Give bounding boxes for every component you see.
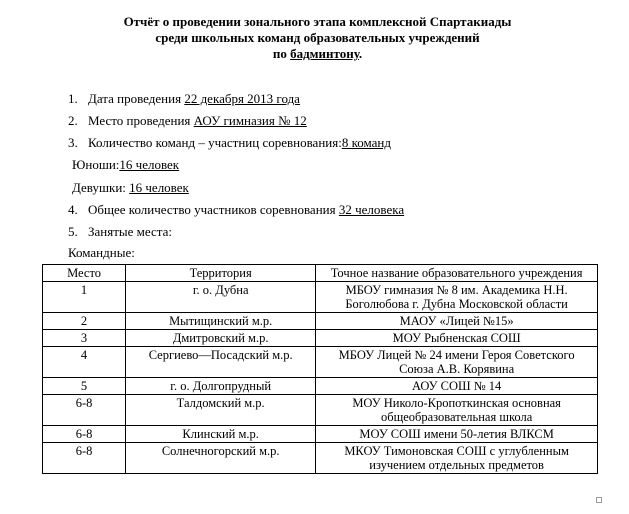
school-line-1: МАОУ «Лицей №15»: [399, 314, 514, 328]
item-number: 5.: [68, 224, 78, 239]
table-row: [43, 313, 598, 330]
cell-place: 6-8: [43, 426, 126, 443]
cell-school: [316, 282, 598, 313]
table-row: [43, 282, 598, 313]
cell-school: [316, 426, 598, 443]
cell-place: 4: [43, 347, 126, 378]
girls-value: 16 человек: [129, 180, 189, 195]
table-row: [43, 378, 598, 395]
item-label: Количество команд – участниц соревнования:: [88, 135, 342, 150]
school-line-1: МКОУ Тимоновская СОШ с углубленным: [344, 444, 569, 458]
item-places: [68, 224, 172, 239]
header-place: Место: [43, 265, 126, 282]
cell-territory: г. о. Долгопрудный: [126, 378, 316, 395]
cell-school: [316, 395, 598, 426]
school-line-1: МОУ Рыбненская СОШ: [392, 331, 521, 345]
results-table: [42, 264, 598, 474]
item-number: 4.: [68, 202, 78, 217]
school-line-2: Союза А.В. Корявина: [399, 362, 515, 376]
girls-count: [72, 180, 189, 195]
cell-school: [316, 378, 598, 395]
cell-territory: Дмитровский м.р.: [126, 330, 316, 347]
header-territory: Территория: [126, 265, 316, 282]
item-number: 1.: [68, 91, 78, 106]
item-label: Дата проведения: [88, 91, 185, 106]
team-label: Командные:: [68, 245, 135, 260]
school-line-1: МОУ СОШ имени 50-летия ВЛКСМ: [359, 427, 554, 441]
item-total-participants: [68, 202, 404, 217]
header-school: Точное название образовательного учреждения: [316, 265, 598, 282]
cell-territory: Мытищинский м.р.: [126, 313, 316, 330]
cell-place: 2: [43, 313, 126, 330]
item-label: Место проведения: [88, 113, 194, 128]
cell-territory: г. о. Дубна: [126, 282, 316, 313]
table-row: [43, 347, 598, 378]
report-title-line-2: среди школьных команд образовательных учреждений: [155, 30, 480, 45]
item-label: Занятые места:: [88, 224, 172, 239]
cell-place: 5: [43, 378, 126, 395]
cell-school: [316, 313, 598, 330]
cell-school: [316, 443, 598, 474]
table-row: [43, 443, 598, 474]
table-row: [43, 330, 598, 347]
school-line-2: изучением отдельных предметов: [369, 458, 544, 472]
school-line-2: Боголюбова г. Дубна Московской области: [345, 297, 568, 311]
item-number: 2.: [68, 113, 78, 128]
item-value: АОУ гимназия № 12: [193, 113, 307, 128]
item-value: 22 декабря 2013 года: [184, 91, 300, 106]
table-row: [43, 395, 598, 426]
title-prefix: по: [272, 46, 291, 61]
school-line-2: общеобразовательная школа: [380, 410, 533, 424]
item-team-count: [68, 135, 391, 150]
item-value: 32 человека: [338, 202, 405, 217]
girls-label: Девушки:: [72, 180, 130, 195]
end-of-cell-marker-icon: [596, 497, 602, 503]
school-line-1: МОУ Николо-Кропоткинская основная: [352, 396, 561, 410]
table-row: [43, 426, 598, 443]
item-label: Общее количество участников соревнования: [88, 202, 339, 217]
table-header-row: [43, 265, 598, 282]
school-line-1: МБОУ гимназия № 8 им. Академика Н.Н.: [345, 283, 568, 297]
cell-territory: Солнечногорский м.р.: [126, 443, 316, 474]
school-line-1: АОУ СОШ № 14: [411, 379, 502, 393]
boys-value: 16 человек: [119, 157, 180, 172]
cell-place: 1: [43, 282, 126, 313]
report-title-line-1: Отчёт о проведении зонального этапа комплексной Спартакиады: [123, 14, 512, 29]
cell-place: 3: [43, 330, 126, 347]
cell-place: 6-8: [43, 443, 126, 474]
cell-school: [316, 330, 598, 347]
boys-label: Юноши:: [72, 157, 120, 172]
item-number: 3.: [68, 135, 78, 150]
item-venue: [68, 113, 307, 128]
boys-count: [72, 157, 179, 172]
cell-territory: Клинский м.р.: [126, 426, 316, 443]
sport-name: бадминтону: [290, 46, 359, 61]
item-value: 8 команд: [341, 135, 391, 150]
cell-school: [316, 347, 598, 378]
item-date: [68, 91, 300, 106]
school-line-1: МБОУ Лицей № 24 имени Героя Советского: [338, 348, 575, 362]
report-title-line-3: [60, 46, 575, 61]
cell-territory: Сергиево—Посадский м.р.: [126, 347, 316, 378]
title-suffix: .: [358, 46, 363, 61]
cell-territory: Талдомский м.р.: [126, 395, 316, 426]
cell-place: 6-8: [43, 395, 126, 426]
